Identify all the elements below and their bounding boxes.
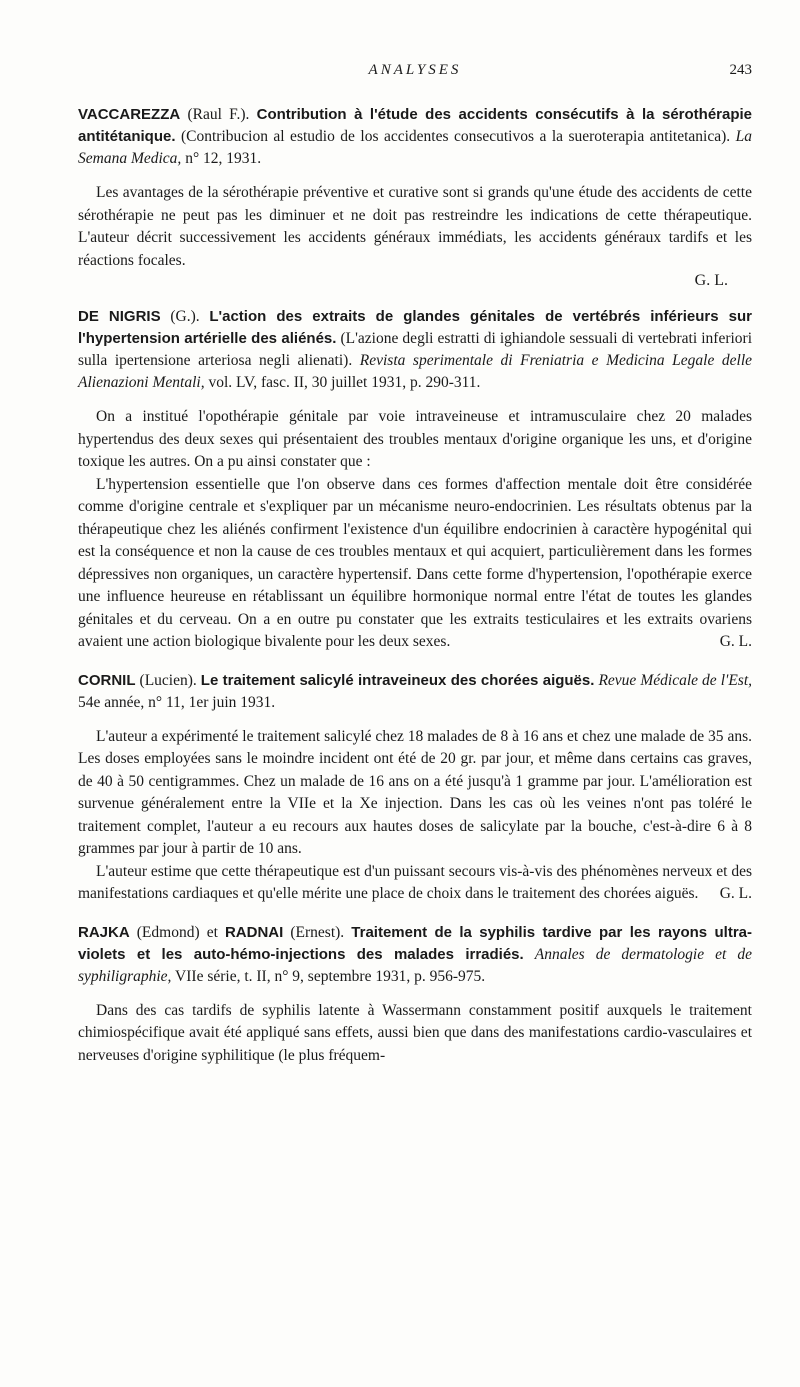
abstract-paragraph: On a institué l'opothérapie génitale par voie intraveineuse et intramusculaire chez 20 malades hypertendus des deux sexes qui présentaient des troubles mentaux d'origine organique les uns, et d'origine toxique les autres. On a pu ainsi constater que : — [78, 408, 752, 470]
entry-heading — [78, 306, 752, 394]
paragraph-text: L'auteur estime que cette thérapeutique est d'un puissant secours vis-à-vis des phénomènes nerveux et des manifestations cardiaques et qu'elle mérite une place de choix dans le traitement des chorées aiguës. — [78, 862, 752, 902]
running-title: ANALYSES — [368, 62, 462, 78]
author-name: CORNIL — [78, 671, 136, 689]
author-name: RAJKA — [78, 923, 130, 941]
paragraph-text: L'hypertension essentielle que l'on observe dans ces formes d'affection mentale doit être considérée comme d'origine centrale et s'expliquer par un mécanisme neuro-endocrinien. Les résultats obtenus par la thérapeutique chez les aliénés confirment l'existence d'un équilibre endocrinien à caractère hypogénital qui est la conséquence et non la cause de ces troubles mentaux et qui acquiert, particulièrement dans les formes dépressives non organiques, un caractère hypertensif. Dans cette forme d'hypertension, l'opothérapie exerce une influence heureuse en rétablissant un équilibre hormonique normal entre l'état de toutes les glandes génitales et du cerveau. On a en outre pu constater que les extraits testiculaires et les extraits ovariens avaient une action biologique bivalente pour les deux sexes. — [78, 475, 752, 650]
journal-name: Annales de dermatologie et de syphiligraphie, — [78, 945, 753, 985]
citation: 54e année, n° 11, 1er juin 1931. — [78, 693, 276, 711]
article-title: Le traitement salicylé intraveineux des chorées aiguës. — [200, 671, 595, 689]
coauthor-name: RADNAI — [224, 923, 284, 941]
abstract-entry — [78, 306, 752, 654]
citation: n° 12, 1931. — [185, 150, 262, 167]
abstract-paragraph — [78, 474, 752, 654]
abstract-paragraph: L'auteur a expérimenté le traitement salicylé chez 18 malades de 8 à 16 ans et chez une malade de 35 ans. Les doses employées sans le moindre incident ont été de 20 gr. par jour, et même dans certains cas graves, de 40 à 50 centigrammes. Chez un malade de 16 ans on a été jusqu'à 1 gramme par jour. L'amélioration est survenue généralement entre la VIIe et la Xe injection. Dans les cas où les veines n'ont pas toléré le traitement complet, l'auteur a eu recours aux hautes doses de salicylate par la bouche, c'est-à-dire 6 à 8 grammes par jour à partir de 10 ans. — [78, 727, 752, 857]
abstract-paragraph: Dans des cas tardifs de syphilis latente à Wassermann constamment positif auxquels le traitement chimiospécifique avait été appliqué sans effets, aussi bien que dans des manifestations cardio-vasculaires et nerveuses d'origine syphilitique (le plus fréquem- — [78, 1001, 752, 1064]
abstract-entry — [78, 104, 752, 290]
reviewer-initials: G. L. — [694, 272, 728, 289]
abstract-entry — [78, 922, 752, 1068]
author-given-name: (G.). — [170, 308, 200, 325]
journal-name: Revista sperimentale di Freniatria e Medicina Legale delle Alienazioni Mentali, — [78, 352, 753, 391]
abstract-paragraph: Les avantages de la sérothérapie préventive et curative sont si grands qu'une étude des accidents de cette sérothérapie ne peut pas les diminuer et ne doit pas restreindre les indications de cette thérapeutique. L'auteur décrit successivement les accidents généraux immédiats, les accidents généraux tardifs et les réactions focales. — [78, 184, 752, 269]
author-given-name: (Raul F.). — [187, 106, 250, 123]
running-head — [78, 62, 752, 88]
entry-heading — [78, 922, 752, 988]
article-translation: (Contribucion al estudio de los accidentes consecutivos a la sueroterapia antitetanica). — [180, 128, 731, 145]
entry-heading — [78, 104, 752, 170]
citation: VIIe série, t. II, n° 9, septembre 1931, p. 956-975. — [175, 967, 486, 985]
coauthor-join: et — [206, 923, 218, 941]
journal-name: La Semana Medica, — [78, 128, 752, 167]
article-title: Contribution à l'étude des accidents consécutifs à la sérothérapie antitétanique. — [78, 106, 753, 145]
journal-name: Revue Médicale de l'Est, — [598, 671, 752, 689]
entry-heading — [78, 670, 752, 714]
reviewer-initials: G. L. — [719, 885, 752, 902]
abstract-entry — [78, 670, 752, 906]
author-name: DE NIGRIS — [78, 308, 161, 325]
reviewer-initials: G. L. — [719, 633, 752, 650]
author-given-name: (Edmond) — [136, 923, 200, 941]
page — [78, 62, 752, 1067]
citation: vol. LV, fasc. II, 30 juillet 1931, p. 290-311. — [208, 374, 481, 391]
article-translation: (L'azione degli estratti di ighiandole sessuali di vertebrati inferiori sulla ipertensione arteriosa negli alienati). — [78, 330, 753, 369]
coauthor-given-name: (Ernest). — [290, 923, 345, 941]
article-title: Traitement de la syphilis tardive par les rayons ultra-violets et les auto-hémo-injections des malades irradiés. — [78, 923, 753, 963]
author-name: VACCAREZZA — [78, 106, 181, 123]
article-title: L'action des extraits de glandes génitales de vertébrés inférieurs sur l'hypertension artérielle des aliénés. — [78, 308, 752, 347]
page-number: 243 — [729, 62, 752, 78]
abstract-paragraph — [78, 861, 752, 906]
author-given-name: (Lucien). — [139, 671, 197, 689]
